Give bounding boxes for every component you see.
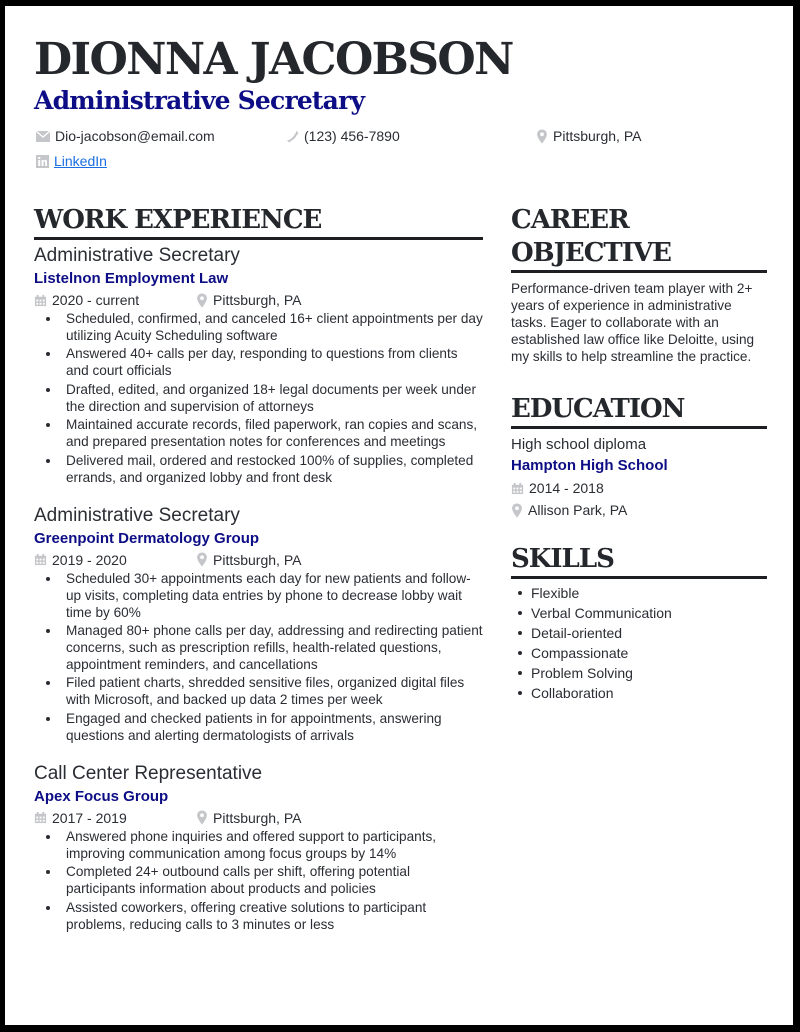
contact-location [536, 127, 641, 145]
skill-item: Problem Solving [531, 663, 767, 683]
company-name: Listelnon Employment Law [34, 270, 229, 287]
section-divider [511, 426, 767, 429]
skills-heading: SKILLS [511, 544, 614, 574]
job-bullets [34, 570, 483, 744]
location-pin-icon [196, 293, 208, 308]
section-divider [511, 576, 767, 579]
skill-item: Verbal Communication [531, 603, 767, 623]
education-location [511, 499, 767, 521]
job-dates [34, 808, 196, 828]
job-bullet: Scheduled, confirmed, and canceled 16+ client appointments per day utilizing Acuity Scheduling software [66, 311, 483, 343]
education-school: Hampton High School [511, 457, 668, 474]
job-location-text: Pittsburgh, PA [213, 809, 302, 826]
education-section [511, 393, 767, 521]
heading-line: OBJECTIVE [511, 238, 671, 268]
email-text: Dio-jacobson@email.com [55, 128, 215, 144]
job-title: Call Center Representative [34, 762, 263, 784]
education-location-text: Allison Park, PA [528, 502, 628, 518]
work-experience-heading: WORK EXPERIENCE [34, 205, 322, 235]
job-entry [34, 504, 483, 744]
job-bullet: Maintained accurate records, filed paperwork, ran copies and scans, and prepared presentation notes for conferences and meetings [66, 416, 483, 450]
company-name: Greenpoint Dermatology Group [34, 529, 260, 547]
heading-line: CAREER [511, 205, 629, 235]
job-dates [34, 550, 196, 570]
job-meta [34, 550, 483, 570]
location-text: Pittsburgh, PA [553, 128, 642, 144]
location-pin-icon [196, 552, 208, 567]
job-bullet: Filed patient charts, shredded sensitive files, organized digital files with Microsoft, and backed up data 2 times per week [66, 674, 483, 708]
location-pin-icon [196, 810, 208, 825]
skill-item: Compassionate [531, 643, 767, 663]
job-bullet: Scheduled 30+ appointments each day for new patients and follow-up visits, completing data entries by phone to decrease lobby wait time by 60% [66, 570, 483, 621]
job-dates-text: 2017 - 2019 [52, 809, 127, 826]
education-dates [511, 477, 767, 499]
contact-linkedin[interactable] [36, 152, 107, 170]
calendar-icon [34, 294, 47, 307]
contact-phone [286, 127, 400, 145]
job-location-text: Pittsburgh, PA [213, 292, 302, 308]
job-bullet: Managed 80+ phone calls per day, addressing and redirecting patient concerns, such as prescription refills, health-related questions, appointment reminders, and cancellations [66, 622, 483, 672]
job-location [196, 550, 301, 570]
job-list [34, 244, 483, 933]
job-dates-text: 2019 - 2020 [52, 551, 127, 568]
skill-item: Detail-oriented [531, 623, 767, 643]
job-location [196, 290, 301, 310]
candidate-name: DIONNA JACOBSON [34, 34, 513, 85]
skills-list [511, 583, 767, 703]
job-bullet: Engaged and checked patients in for appointments, answering questions and alerting dermatologists of arrivals [66, 710, 483, 744]
calendar-icon [34, 553, 47, 566]
calendar-icon [511, 482, 524, 495]
calendar-icon [34, 811, 47, 824]
job-bullets [34, 310, 483, 486]
section-divider [34, 237, 483, 240]
job-meta [34, 290, 483, 310]
education-heading: EDUCATION [511, 394, 685, 424]
linkedin-link[interactable]: LinkedIn [54, 153, 107, 169]
job-bullets [34, 828, 483, 933]
job-bullet: Delivered mail, ordered and restocked 100% of supplies, completed errands, and organized lobby and front desk [66, 452, 483, 486]
job-bullet: Completed 24+ outbound calls per shift, offering potential participants information about products and policies [66, 863, 483, 897]
job-title: Administrative Secretary [34, 245, 240, 266]
career-objective-heading [511, 204, 767, 270]
job-dates-text: 2020 - current [52, 292, 140, 308]
education-degree: High school diploma [511, 436, 647, 453]
job-location [196, 808, 301, 828]
skills-section [511, 543, 767, 703]
location-pin-icon [536, 129, 548, 144]
job-bullet: Answered phone inquiries and offered support to participants, improving communication among focus groups by 14% [66, 828, 483, 862]
phone-text: (123) 456-7890 [304, 128, 400, 144]
job-bullet: Assisted coworkers, offering creative solutions to participant problems, reducing calls to 3 minutes or less [66, 899, 483, 933]
linkedin-icon [36, 155, 49, 168]
sidebar-column [511, 204, 767, 703]
job-title: Administrative Secretary [34, 504, 240, 526]
job-entry [34, 762, 483, 933]
candidate-title: Administrative Secretary [34, 86, 365, 115]
skill-item: Collaboration [531, 683, 767, 703]
section-divider [511, 270, 767, 273]
work-experience-section [34, 204, 483, 934]
job-bullet: Answered 40+ calls per day, responding to questions from clients and court officials [66, 345, 483, 379]
contact-email [36, 127, 215, 145]
job-location-text: Pittsburgh, PA [213, 551, 302, 568]
job-entry [34, 244, 483, 486]
job-meta [34, 808, 483, 828]
resume-page [5, 6, 793, 1025]
email-icon [36, 131, 50, 142]
job-bullet: Drafted, edited, and organized 18+ legal documents per week under the direction and supervision of attorneys [66, 381, 483, 415]
career-objective-text: Performance-driven team player with 2+ years of experience in administrative tasks. Eager to collaborate with an established law office like Deloitte, using my skills to help streamline the practice. [511, 281, 755, 364]
location-pin-icon [511, 503, 523, 518]
skill-item: Flexible [531, 583, 767, 603]
education-dates-text: 2014 - 2018 [529, 480, 604, 496]
phone-icon [286, 130, 299, 143]
career-objective-section [511, 204, 767, 365]
job-dates [34, 290, 196, 310]
company-name: Apex Focus Group [34, 787, 169, 805]
